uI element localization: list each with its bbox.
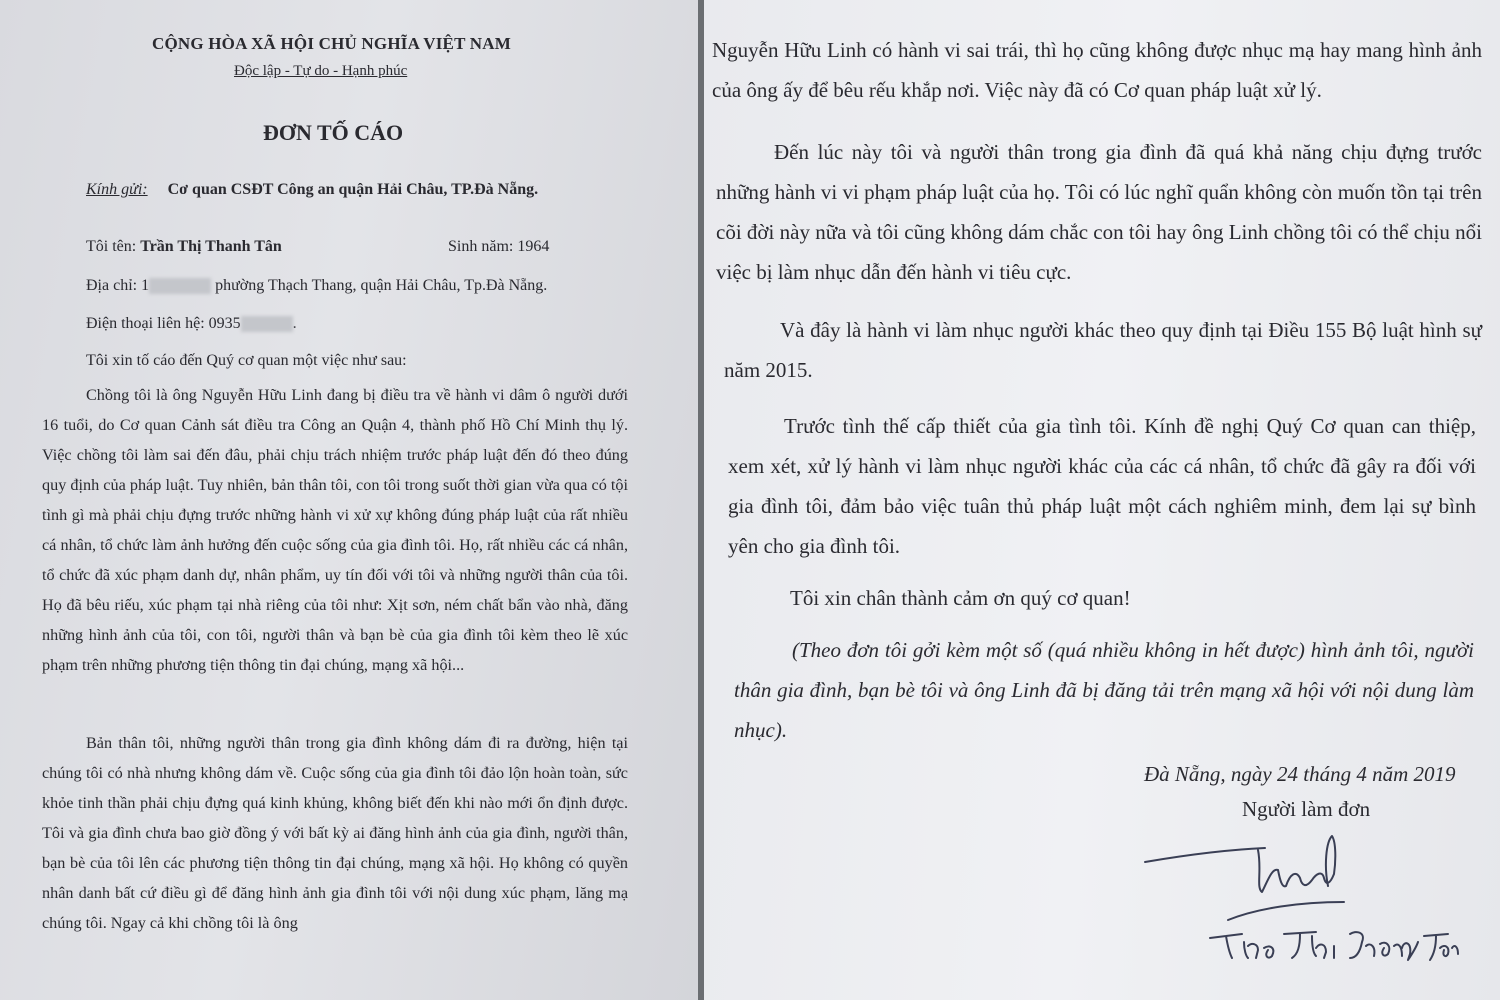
- left-document-page: [0, 0, 698, 1000]
- name-label: Tôi tên:: [86, 238, 137, 255]
- recipient-line: [86, 181, 538, 199]
- handwritten-signature: [1140, 830, 1460, 970]
- right-paragraph-4: Trước tình thế cấp thiết của gia tình tôi. Kính đề nghị Quý Cơ quan can thiệp, xem xét, xử lý hành vi làm nhục người khác của các cá nhân, tổ chức đã gây ra đối với gia đình tôi, đảm bảo việc tuân thủ pháp luật một cách nghiêm minh, đem lại sự bình yên cho gia đình tôi.: [728, 414, 1476, 558]
- signature-name-part3: [1350, 932, 1418, 960]
- address-line: [86, 277, 547, 295]
- sender-name: Trần Thị Thanh Tân: [140, 238, 282, 255]
- right-paragraph-1: Nguyễn Hữu Linh có hành vi sai trái, thì họ cũng không được nhục mạ hay mang hình ảnh của ông ấy để bêu rếu khắp nơi. Việc này đã có Cơ quan pháp luật xử lý.: [712, 38, 1482, 102]
- sender-name-line: [86, 238, 282, 256]
- document-title: ĐƠN TỐ CÁO: [263, 120, 404, 145]
- right-paragraph-3: Và đây là hành vi làm nhục người khác theo quy định tại Điều 155 Bộ luật hình sự năm 2015.: [724, 318, 1482, 382]
- phone-line: [86, 315, 297, 333]
- birth-year: 1964: [517, 238, 550, 255]
- left-paragraph-2: Bản thân tôi, những người thân trong gia đình không dám đi ra đường, hiện tại chúng tôi có nhà nhưng không dám về. Cuộc sống của gia đình tôi đảo lộn hoàn toàn, sức khỏe tinh thần phải chịu đựng quá kinh khủng, không biết đến khi nào mới ổn định được. Tôi và gia đình chưa bao giờ đồng ý với bất kỳ ai đăng hình ảnh của gia đình, người thân, bạn bè của tôi lên các phương tiện thông tin đại chúng, mạng xã hội. Họ không có quyền nhân danh bất cứ điều gì để đăng hình ảnh gia đình tôi với nội dung xúc phạm, lăng mạ chúng tôi. Ngay cả khi chồng tôi là ông: [42, 734, 628, 932]
- date-line: Đà Nẵng, ngày 24 tháng 4 năm 2019: [1144, 762, 1456, 786]
- signature-stroke-top: [1228, 902, 1344, 920]
- birth-label: Sinh năm:: [448, 238, 514, 255]
- recipient-value: Cơ quan CSĐT Công an quận Hải Châu, TP.Đà Nẵng.: [167, 181, 539, 198]
- redacted-phone: [241, 316, 293, 332]
- signature-stroke-main: [1258, 836, 1335, 892]
- birth-year-line: [448, 238, 549, 256]
- phone-label: Điện thoại liên hệ:: [86, 315, 205, 332]
- redacted-address: [149, 278, 211, 294]
- signer-label: Người làm đơn: [1242, 797, 1371, 821]
- right-paragraph-2: Đến lúc này tôi và người thân trong gia đình đã quá khả năng chịu đựng trước những hành vi vi phạm pháp luật của họ. Tôi có lúc nghĩ quẩn không còn muốn tồn tại trên cõi đời này nữa và tôi cũng không dám chắc con tôi hay ông Linh chồng tôi có thể chịu nổi việc bị làm nhục dẫn đến hành vi tiêu cực.: [716, 140, 1482, 284]
- address-prefix: 1: [141, 277, 150, 294]
- signature-name-part4: [1424, 934, 1458, 960]
- signature-name-part1: [1210, 934, 1273, 958]
- signature-stroke-underline: [1145, 848, 1265, 862]
- intro-line: Tôi xin tố cáo đến Quý cơ quan một việc như sau:: [86, 352, 407, 369]
- signature-name-part2: [1284, 932, 1334, 958]
- phone-suffix: .: [292, 315, 297, 332]
- address-label: Địa chỉ:: [86, 277, 138, 294]
- national-title: CỘNG HÒA XÃ HỘI CHỦ NGHĨA VIỆT NAM: [152, 34, 511, 53]
- thanks-line: Tôi xin chân thành cảm ơn quý cơ quan!: [790, 586, 1131, 610]
- attachment-note: (Theo đơn tôi gởi kèm một số (quá nhiều không in hết được) hình ảnh tôi, người thân gia đình, bạn bè tôi và ông Linh đã bị đăng tải trên mạng xã hội với nội dung làm nhục).: [734, 638, 1474, 742]
- left-paragraph-1: Chồng tôi là ông Nguyễn Hữu Linh đang bị điều tra về hành vi dâm ô người dưới 16 tuổi, do Cơ quan Cảnh sát điều tra Công an Quận 4, thành phố Hồ Chí Minh thụ lý. Việc chồng tôi làm sai đến đâu, phải chịu trách nhiệm trước pháp luật đến đó theo đúng quy định của pháp luật. Tuy nhiên, bản thân tôi, con tôi trong suốt thời gian vừa qua có tội tình gì mà phải chịu đựng trước những hành vi xử xự không đúng pháp luật của rất nhiều cá nhân, tổ chức làm ảnh hưởng đến cuộc sống của gia đình tôi. Họ, rất nhiều các cá nhân, tổ chức đã xúc phạm danh dự, nhân phẩm, uy tín đối với tôi và những người thân của tôi. Họ đã bêu riếu, xúc phạm tại nhà riêng của tôi như: Xịt sơn, ném chất bẩn vào nhà, đăng những hình ảnh của tôi, con tôi, người thân và bạn bè của gia đình tôi kèm theo lẽ xúc phạm trên những phương tiện thông tin đại chúng, mạng xã hội...: [42, 386, 628, 674]
- national-motto: Độc lập - Tự do - Hạnh phúc: [234, 63, 408, 79]
- address-rest: phường Thạch Thang, quận Hải Châu, Tp.Đà Nẵng.: [215, 277, 548, 294]
- phone-prefix: 0935: [208, 315, 241, 332]
- recipient-label: Kính gửi:: [86, 181, 148, 198]
